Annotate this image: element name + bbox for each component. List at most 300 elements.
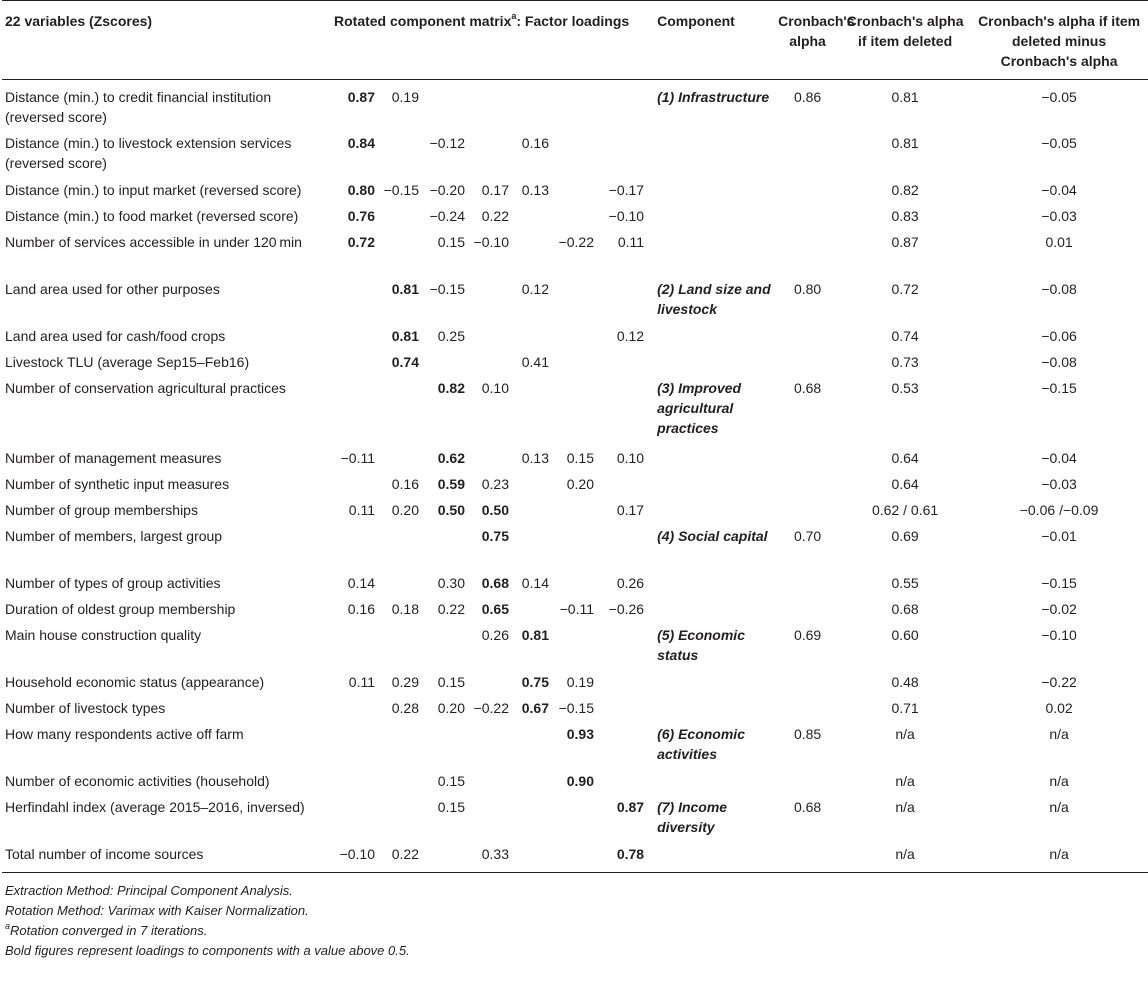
loading-cell-3: −0.20 xyxy=(429,182,465,198)
variable-cell: Land area used for cash/food crops xyxy=(5,328,226,344)
alpha-cell xyxy=(775,446,840,472)
loading-cell-2: −0.15 xyxy=(383,182,419,198)
loading-cell-6: −0.15 xyxy=(558,700,594,716)
loading-cell-7 xyxy=(595,524,645,571)
loading-cell-4: 0.68 xyxy=(481,575,509,591)
header-alpha-deleted: Cronbach's alpha if item deleted xyxy=(840,1,970,80)
alpha-deleted-cell: 0.60 xyxy=(891,627,919,643)
loading-cell-1 xyxy=(330,472,376,498)
variable-cell: Number of group memberships xyxy=(5,502,198,518)
loading-cell-7: 0.17 xyxy=(616,502,645,518)
loading-cell-4: 0.65 xyxy=(481,601,509,617)
alpha-deleted-cell: 0.53 xyxy=(891,380,919,396)
component-cell xyxy=(645,446,775,472)
loading-cell-5 xyxy=(510,80,550,132)
loading-cell-2 xyxy=(376,571,420,597)
variable-cell: Number of management measures xyxy=(5,450,222,466)
loading-cell-2: 0.81 xyxy=(391,281,419,297)
alpha-cell: 0.68 xyxy=(793,380,822,396)
alpha-diff-cell: −0.03 xyxy=(1041,208,1077,224)
variable-cell: Number of conservation agricultural practices xyxy=(5,380,286,396)
loading-cell-3: 0.15 xyxy=(437,799,465,815)
alpha-cell: 0.70 xyxy=(793,528,822,544)
alpha-cell xyxy=(775,178,840,204)
loading-cell-4: 0.17 xyxy=(481,182,509,198)
alpha-cell: 0.85 xyxy=(793,726,822,742)
table-row xyxy=(2,178,1148,204)
loading-cell-6 xyxy=(550,571,595,597)
table-row xyxy=(2,623,1148,670)
loading-cell-1: −0.10 xyxy=(330,842,376,873)
loading-cell-1: 0.76 xyxy=(347,208,375,224)
table-row xyxy=(2,350,1148,376)
loading-cell-5 xyxy=(510,769,550,795)
loading-cell-2 xyxy=(376,204,420,230)
loading-cell-7 xyxy=(595,722,645,769)
component-cell: (1) Infrastructure xyxy=(657,89,770,105)
component-cell xyxy=(645,769,775,795)
loading-cell-2: 0.18 xyxy=(391,601,419,617)
loading-cell-5 xyxy=(510,722,550,769)
table-notes xyxy=(2,873,1146,961)
loading-cell-4: 0.23 xyxy=(481,476,509,492)
loading-cell-3: −0.12 xyxy=(429,135,465,151)
loading-cell-5 xyxy=(510,842,550,873)
loading-cell-2 xyxy=(376,131,420,178)
loading-cell-4: 0.75 xyxy=(481,528,509,544)
loading-cell-3 xyxy=(420,80,466,132)
alpha-diff-cell: −0.04 xyxy=(1041,182,1077,198)
component-cell: (5) Economic status xyxy=(657,627,745,663)
component-cell xyxy=(645,350,775,376)
alpha-deleted-cell: 0.69 xyxy=(891,528,919,544)
alpha-cell xyxy=(775,472,840,498)
alpha-deleted-cell: 0.74 xyxy=(891,328,919,344)
header-variables: 22 variables (Zscores) xyxy=(2,1,330,80)
table-row xyxy=(2,524,1148,571)
note-bold: Bold figures represent loadings to components with a value above 0.5. xyxy=(5,943,410,958)
alpha-deleted-cell: 0.64 xyxy=(891,476,919,492)
alpha-diff-cell: −0.15 xyxy=(1041,380,1077,396)
loading-cell-5: 0.14 xyxy=(521,575,549,591)
alpha-deleted-cell: n/a xyxy=(895,799,915,815)
loading-cell-6 xyxy=(550,324,595,350)
table-row xyxy=(2,769,1148,795)
table-header xyxy=(2,1,1148,80)
alpha-cell xyxy=(775,696,840,722)
loading-cell-2: 0.19 xyxy=(391,89,419,105)
loading-cell-3: 0.15 xyxy=(437,234,465,250)
loading-cell-7: −0.17 xyxy=(608,182,645,198)
component-cell xyxy=(645,204,775,230)
loading-cell-1 xyxy=(330,696,376,722)
loading-cell-6 xyxy=(550,795,595,842)
loading-cell-3: 0.30 xyxy=(437,575,465,591)
loading-cell-5: 0.13 xyxy=(521,450,549,466)
loading-cell-2 xyxy=(376,524,420,571)
loading-cell-4 xyxy=(466,446,510,472)
loading-cell-3: 0.82 xyxy=(437,380,465,396)
alpha-diff-cell: −0.04 xyxy=(1041,450,1077,466)
variable-cell: Livestock TLU (average Sep15–Feb16) xyxy=(5,354,250,370)
note-extraction: Extraction Method: Principal Component Analysis. xyxy=(5,883,293,898)
loading-cell-7 xyxy=(595,696,645,722)
note-rotation: Rotation Method: Varimax with Kaiser Normalization. xyxy=(5,903,309,918)
loading-cell-2: 0.74 xyxy=(391,354,419,370)
loading-cell-4 xyxy=(466,324,510,350)
variable-cell: Household economic status (appearance) xyxy=(5,674,265,690)
loading-cell-1: 0.14 xyxy=(347,575,375,591)
loading-cell-3: 0.50 xyxy=(437,502,465,518)
alpha-diff-cell: −0.05 xyxy=(1041,89,1077,105)
loading-cell-5: 0.75 xyxy=(521,674,549,690)
note-convergence xyxy=(5,921,1143,941)
loading-cell-7: 0.78 xyxy=(595,842,645,873)
alpha-diff-cell: n/a xyxy=(1049,773,1069,789)
alpha-deleted-cell: 0.81 xyxy=(891,135,919,151)
note-footnote-mark: a xyxy=(5,920,11,931)
alpha-deleted-cell: 0.64 xyxy=(891,450,919,466)
alpha-cell xyxy=(775,571,840,597)
loading-cell-2: 0.20 xyxy=(391,502,419,518)
alpha-cell: 0.86 xyxy=(793,89,822,105)
alpha-deleted-cell: 0.72 xyxy=(891,281,919,297)
loading-cell-3: 0.25 xyxy=(437,328,465,344)
table-row xyxy=(2,571,1148,597)
loading-cell-7: 0.12 xyxy=(616,328,645,344)
alpha-diff-cell: −0.03 xyxy=(1041,476,1077,492)
variable-cell: Number of synthetic input measures xyxy=(5,476,230,492)
component-cell xyxy=(645,842,775,873)
component-cell: (7) Income diversity xyxy=(657,799,728,835)
variable-cell: Distance (min.) to input market (reversed score) xyxy=(5,182,302,198)
component-cell xyxy=(645,324,775,350)
loading-cell-7 xyxy=(595,623,645,670)
loading-cell-7 xyxy=(595,472,645,498)
component-cell xyxy=(645,230,775,277)
alpha-diff-cell: −0.08 xyxy=(1041,281,1077,297)
alpha-diff-cell: −0.15 xyxy=(1041,575,1077,591)
loading-cell-2: 0.28 xyxy=(391,700,419,716)
alpha-cell xyxy=(775,597,840,623)
loading-cell-5: 0.81 xyxy=(521,627,549,643)
loading-cell-4: 0.10 xyxy=(481,380,509,396)
loading-cell-5 xyxy=(510,498,550,524)
variable-cell: Distance (min.) to livestock extension services (reversed score) xyxy=(5,135,292,171)
header-loadings xyxy=(330,1,645,80)
alpha-deleted-cell: n/a xyxy=(895,726,915,742)
loading-cell-1 xyxy=(330,769,376,795)
loading-cell-4: 0.22 xyxy=(481,208,509,224)
loading-cell-6 xyxy=(550,376,595,446)
alpha-cell xyxy=(775,230,840,277)
alpha-cell xyxy=(775,131,840,178)
alpha-deleted-cell: 0.68 xyxy=(891,601,919,617)
loading-cell-1: −0.11 xyxy=(340,450,375,466)
component-cell xyxy=(645,472,775,498)
alpha-deleted-cell: n/a xyxy=(840,842,970,873)
loading-cell-1 xyxy=(330,722,376,769)
loading-cell-1 xyxy=(330,795,376,842)
table-row xyxy=(2,376,1148,446)
alpha-diff-cell: 0.02 xyxy=(1045,700,1073,716)
alpha-diff-cell: −0.01 xyxy=(1041,528,1077,544)
header-loadings-footnote-mark: a xyxy=(511,11,517,22)
alpha-cell xyxy=(775,498,840,524)
header-loadings-text: Rotated component matrix xyxy=(334,13,512,29)
alpha-diff-cell: n/a xyxy=(970,842,1148,873)
alpha-deleted-cell: 0.82 xyxy=(891,182,919,198)
variable-cell: Number of livestock types xyxy=(5,700,166,716)
loading-cell-3 xyxy=(420,623,466,670)
loading-cell-6: −0.22 xyxy=(558,234,594,250)
alpha-cell: 0.80 xyxy=(793,281,822,297)
component-cell xyxy=(645,178,775,204)
loading-cell-3 xyxy=(420,722,466,769)
loading-cell-2 xyxy=(376,376,420,446)
component-cell xyxy=(645,131,775,178)
alpha-deleted-cell: 0.48 xyxy=(891,674,919,690)
loading-cell-1 xyxy=(330,524,376,571)
loading-cell-6: 0.15 xyxy=(566,450,594,466)
loading-cell-5: 0.13 xyxy=(521,182,549,198)
loading-cell-5 xyxy=(510,204,550,230)
variable-cell: Distance (min.) to food market (reversed score) xyxy=(5,208,299,224)
alpha-cell xyxy=(775,769,840,795)
alpha-diff-cell: 0.01 xyxy=(1045,234,1073,250)
alpha-deleted-cell: 0.87 xyxy=(891,234,919,250)
component-cell: (4) Social capital xyxy=(657,528,768,544)
loading-cell-1 xyxy=(330,277,376,324)
table-row xyxy=(2,597,1148,623)
alpha-diff-cell: n/a xyxy=(1049,726,1069,742)
table-row xyxy=(2,230,1148,277)
alpha-deleted-cell: n/a xyxy=(895,773,915,789)
loading-cell-4: 0.26 xyxy=(481,627,509,643)
table-row xyxy=(2,722,1148,769)
table-row xyxy=(2,498,1148,524)
loading-cell-4 xyxy=(466,277,510,324)
loading-cell-5: 0.41 xyxy=(521,354,549,370)
loading-cell-7: 0.10 xyxy=(616,450,645,466)
loading-cell-7 xyxy=(595,80,645,132)
loading-cell-4 xyxy=(466,722,510,769)
loading-cell-5 xyxy=(510,230,550,277)
table-row xyxy=(2,842,1148,873)
loading-cell-6: 0.90 xyxy=(566,773,594,789)
variable-cell: Number of members, largest group xyxy=(5,528,223,544)
loading-cell-4 xyxy=(466,769,510,795)
loading-cell-1 xyxy=(330,376,376,446)
loading-cell-7: −0.26 xyxy=(608,601,645,617)
table-row xyxy=(2,277,1148,324)
component-cell xyxy=(645,571,775,597)
alpha-cell: 0.69 xyxy=(793,627,822,643)
alpha-diff-cell: −0.22 xyxy=(1041,674,1077,690)
loading-cell-4: 0.33 xyxy=(466,842,510,873)
factor-loadings-table xyxy=(2,0,1148,873)
loading-cell-3 xyxy=(420,350,466,376)
loading-cell-6: 0.20 xyxy=(566,476,594,492)
loading-cell-4 xyxy=(466,670,510,696)
loading-cell-4 xyxy=(466,350,510,376)
loading-cell-6 xyxy=(550,204,595,230)
loading-cell-5 xyxy=(510,472,550,498)
table-row xyxy=(2,204,1148,230)
loading-cell-1: 0.11 xyxy=(348,674,375,690)
loading-cell-2 xyxy=(376,446,420,472)
loading-cell-2 xyxy=(376,623,420,670)
header-alpha-diff: Cronbach's alpha if item deleted minus Cronbach's alpha xyxy=(970,1,1148,80)
table-body xyxy=(2,80,1148,873)
loading-cell-6 xyxy=(550,178,595,204)
table-row xyxy=(2,80,1148,132)
alpha-cell xyxy=(775,324,840,350)
loading-cell-6 xyxy=(550,131,595,178)
loading-cell-5: 0.67 xyxy=(521,700,549,716)
variable-cell: How many respondents active off farm xyxy=(5,726,244,742)
alpha-diff-cell: −0.06 /−0.09 xyxy=(1019,502,1099,518)
alpha-cell xyxy=(775,670,840,696)
alpha-deleted-cell: 0.73 xyxy=(891,354,919,370)
loading-cell-2 xyxy=(376,722,420,769)
table-row xyxy=(2,472,1148,498)
alpha-diff-cell: −0.08 xyxy=(1041,354,1077,370)
variable-cell: Herfindahl index (average 2015–2016, inversed) xyxy=(5,799,305,815)
loading-cell-6 xyxy=(550,842,595,873)
loading-cell-7: −0.10 xyxy=(608,208,645,224)
loading-cell-6: 0.19 xyxy=(566,674,594,690)
component-cell xyxy=(645,597,775,623)
loading-cell-4 xyxy=(466,131,510,178)
alpha-deleted-cell: 0.71 xyxy=(891,700,919,716)
loading-cell-5 xyxy=(510,376,550,446)
variable-cell: Main house construction quality xyxy=(5,627,202,643)
component-cell: (6) Economic activities xyxy=(657,726,745,762)
variable-cell: Number of services accessible in under 120 min xyxy=(5,234,302,250)
loading-cell-5 xyxy=(510,324,550,350)
loading-cell-2 xyxy=(376,230,420,277)
alpha-cell xyxy=(775,842,840,873)
loading-cell-1: 0.16 xyxy=(347,601,375,617)
component-cell xyxy=(645,696,775,722)
loading-cell-3: 0.62 xyxy=(437,450,465,466)
table-row xyxy=(2,696,1148,722)
variable-cell: Duration of oldest group membership xyxy=(5,601,236,617)
loading-cell-1: 0.11 xyxy=(348,502,375,518)
loading-cell-6: −0.11 xyxy=(559,601,594,617)
loading-cell-6 xyxy=(550,277,595,324)
loading-cell-7 xyxy=(595,769,645,795)
alpha-deleted-cell: 0.62 / 0.61 xyxy=(871,502,939,518)
loading-cell-3 xyxy=(420,842,466,873)
loading-cell-2 xyxy=(376,769,420,795)
loading-cell-2 xyxy=(376,795,420,842)
loading-cell-6 xyxy=(550,524,595,571)
loading-cell-2: 0.16 xyxy=(391,476,419,492)
variable-cell: Total number of income sources xyxy=(2,842,330,873)
loading-cell-7 xyxy=(595,376,645,446)
header-component: Component xyxy=(645,1,775,80)
loading-cell-7: 0.26 xyxy=(616,575,645,591)
loading-cell-2: 0.22 xyxy=(376,842,420,873)
loading-cell-5 xyxy=(510,597,550,623)
loading-cell-4 xyxy=(466,80,510,132)
table-row xyxy=(2,446,1148,472)
variable-cell: Land area used for other purposes xyxy=(5,281,220,297)
alpha-cell xyxy=(775,350,840,376)
table-row xyxy=(2,131,1148,178)
component-cell: (3) Improved agricultural practices xyxy=(657,380,742,436)
note-convergence-text: Rotation converged in 7 iterations. xyxy=(10,923,208,938)
table-row xyxy=(2,324,1148,350)
variable-cell: Distance (min.) to credit financial institution (reversed score) xyxy=(5,89,272,125)
loading-cell-3: 0.15 xyxy=(437,674,465,690)
loading-cell-6: 0.93 xyxy=(566,726,594,742)
component-cell xyxy=(645,670,775,696)
alpha-deleted-cell: 0.55 xyxy=(891,575,919,591)
loading-cell-6 xyxy=(550,80,595,132)
variable-cell: Number of economic activities (household) xyxy=(5,773,270,789)
loading-cell-6 xyxy=(550,350,595,376)
loading-cell-2: 0.81 xyxy=(391,328,419,344)
loading-cell-1: 0.87 xyxy=(347,89,375,105)
loading-cell-7: 0.87 xyxy=(616,799,645,815)
header-alpha: Cronbach's alpha xyxy=(775,1,840,80)
alpha-cell: 0.68 xyxy=(793,799,822,815)
loading-cell-7 xyxy=(595,131,645,178)
component-cell: (2) Land size and livestock xyxy=(657,281,771,317)
loading-cell-3: 0.15 xyxy=(437,773,465,789)
alpha-diff-cell: −0.10 xyxy=(1041,627,1077,643)
loading-cell-1 xyxy=(330,350,376,376)
loading-cell-1 xyxy=(330,324,376,350)
loading-cell-3: 0.20 xyxy=(437,700,465,716)
loading-cell-4: 0.50 xyxy=(481,502,509,518)
loading-cell-3: 0.59 xyxy=(437,476,465,492)
loading-cell-5: 0.16 xyxy=(521,135,549,151)
header-loadings-suffix: : Factor loadings xyxy=(516,13,630,29)
loading-cell-4: −0.22 xyxy=(473,700,509,716)
alpha-diff-cell: n/a xyxy=(1049,799,1069,815)
variable-cell: Number of types of group activities xyxy=(5,575,221,591)
alpha-diff-cell: −0.06 xyxy=(1041,328,1077,344)
table-row xyxy=(2,795,1148,842)
loading-cell-1: 0.84 xyxy=(347,135,375,151)
loading-cell-7 xyxy=(595,277,645,324)
table-row xyxy=(2,670,1148,696)
loading-cell-4 xyxy=(466,795,510,842)
loading-cell-5: 0.12 xyxy=(521,281,549,297)
loading-cell-1: 0.72 xyxy=(347,234,375,250)
loading-cell-6 xyxy=(550,498,595,524)
loading-cell-3 xyxy=(420,524,466,571)
alpha-diff-cell: −0.05 xyxy=(1041,135,1077,151)
alpha-deleted-cell: 0.81 xyxy=(891,89,919,105)
loading-cell-3: −0.15 xyxy=(429,281,465,297)
alpha-deleted-cell: 0.83 xyxy=(891,208,919,224)
loading-cell-5 xyxy=(510,795,550,842)
component-cell xyxy=(645,498,775,524)
loading-cell-7 xyxy=(595,670,645,696)
loading-cell-7 xyxy=(595,350,645,376)
loading-cell-5 xyxy=(510,524,550,571)
loading-cell-3: 0.22 xyxy=(437,601,465,617)
loading-cell-1 xyxy=(330,623,376,670)
loading-cell-7: 0.11 xyxy=(617,234,645,250)
loading-cell-6 xyxy=(550,623,595,670)
alpha-cell xyxy=(775,204,840,230)
